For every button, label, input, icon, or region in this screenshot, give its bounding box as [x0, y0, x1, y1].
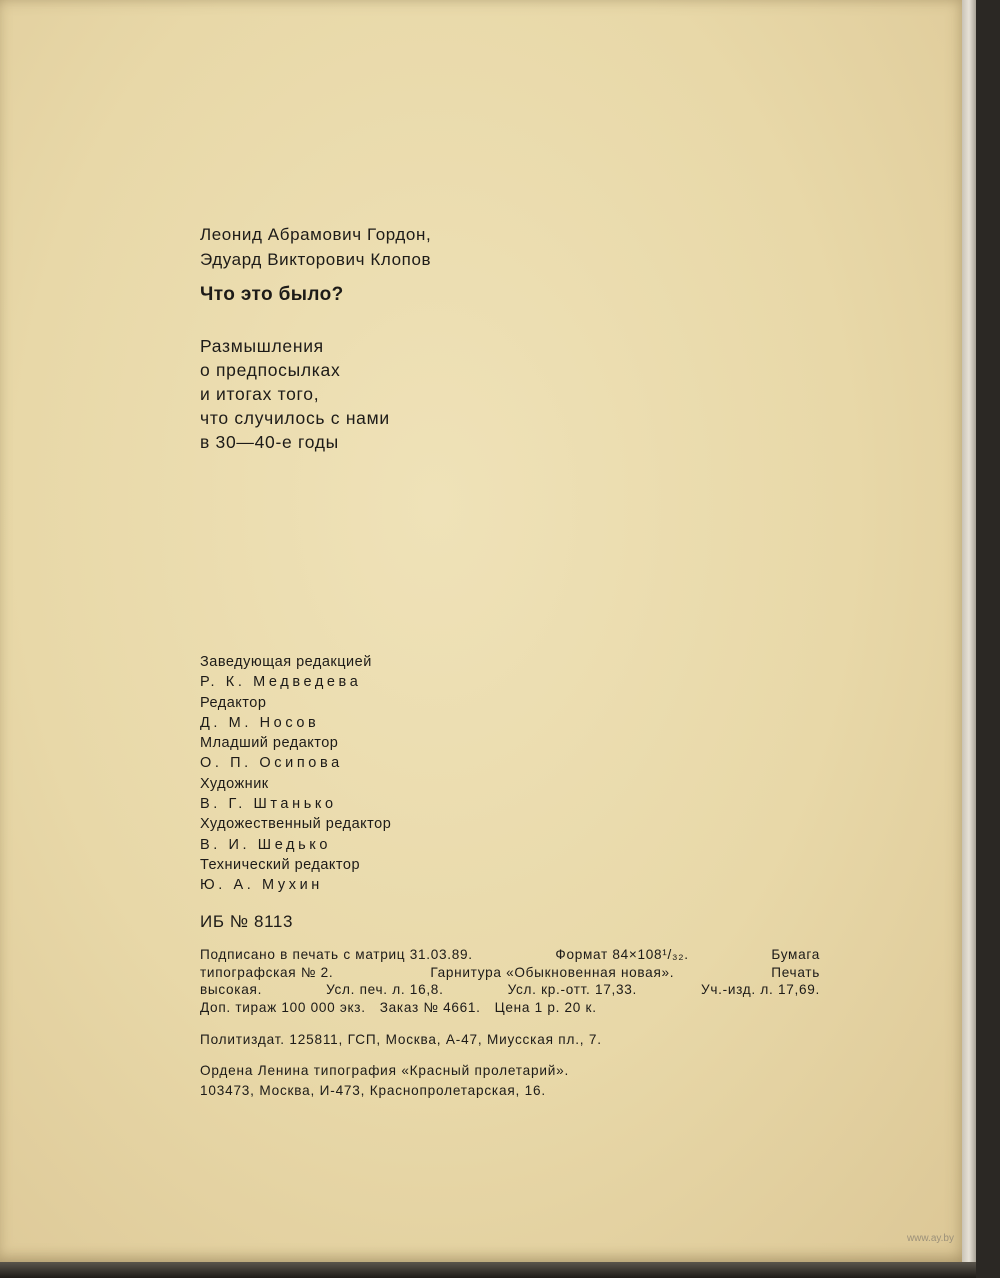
imprint-details	[200, 946, 820, 1016]
printer-line: Ордена Ленина типография «Красный пролетарий».	[200, 1063, 570, 1078]
credit-role: Художественный редактор	[200, 816, 392, 833]
author-2: Эдуард Викторович Клопов	[200, 250, 432, 269]
imprint-text: Печать	[771, 964, 820, 980]
credit-role: Заведующая редакцией	[200, 654, 372, 670]
credit-name: В. Г. Штанько	[200, 796, 337, 813]
author-1: Леонид Абрамович Гордон,	[200, 225, 432, 244]
imprint-text: Гарнитура «Обыкновенная новая».	[430, 964, 675, 980]
editorial-credits	[200, 652, 391, 896]
credit-name: Д. М. Носов	[200, 714, 320, 731]
imprint-text: Уч.-изд. л. 17,69.	[701, 982, 820, 997]
imprint-text: Цена 1 р. 20 к.	[494, 999, 597, 1015]
imprint-line	[200, 981, 820, 999]
subtitle-line: что случилось с нами	[200, 408, 390, 428]
imprint-text: Заказ № 4661.	[379, 999, 481, 1015]
credit-name: Ю. А. Мухин	[200, 877, 323, 894]
subtitle-line: и итогах того,	[200, 384, 320, 404]
publisher-address: Политиздат. 125811, ГСП, Москва, А-47, Миусская пл., 7.	[200, 1032, 602, 1047]
imprint-text: типографская № 2.	[200, 964, 334, 980]
book-title: Что это было?	[200, 284, 344, 305]
credit-role: Художник	[200, 775, 269, 792]
imprint-text: Усл. кр.-отт. 17,33.	[507, 982, 637, 997]
printer-line: 103473, Москва, И-473, Краснопролетарская, 16.	[200, 1083, 546, 1098]
imprint-line	[200, 999, 820, 1017]
imprint-text: Формат 84×108¹/₃₂.	[555, 947, 689, 962]
imprint-text: высокая.	[200, 982, 263, 997]
imprint-text: Бумага	[771, 947, 820, 962]
page-bottom-shadow	[0, 1262, 976, 1278]
imprint-text: Подписано в печать с матриц 31.03.89.	[200, 947, 473, 962]
watermark: www.ay.by	[906, 1233, 954, 1244]
ib-number: ИБ № 8113	[200, 912, 294, 931]
subtitle-line: в 30—40-е годы	[200, 432, 339, 452]
credit-role: Технический редактор	[200, 856, 361, 873]
page-edge	[962, 0, 976, 1270]
imprint-text: Усл. печ. л. 16,8.	[326, 982, 444, 997]
printer-info	[200, 1061, 569, 1101]
imprint-text: Доп. тираж 100 000 экз.	[200, 999, 366, 1015]
imprint-line	[200, 964, 820, 982]
subtitle-line: о предпосылках	[200, 360, 341, 380]
imprint-line	[200, 946, 820, 964]
credit-name: О. П. Осипова	[200, 755, 343, 772]
credit-role: Редактор	[200, 694, 267, 711]
credit-name: Р. К. Медведева	[200, 674, 362, 691]
authors	[200, 222, 431, 272]
credit-role: Младший редактор	[200, 735, 339, 752]
credit-name: В. И. Шедько	[200, 836, 332, 853]
subtitle-line: Размышления	[200, 336, 324, 356]
book-subtitle	[200, 334, 390, 454]
